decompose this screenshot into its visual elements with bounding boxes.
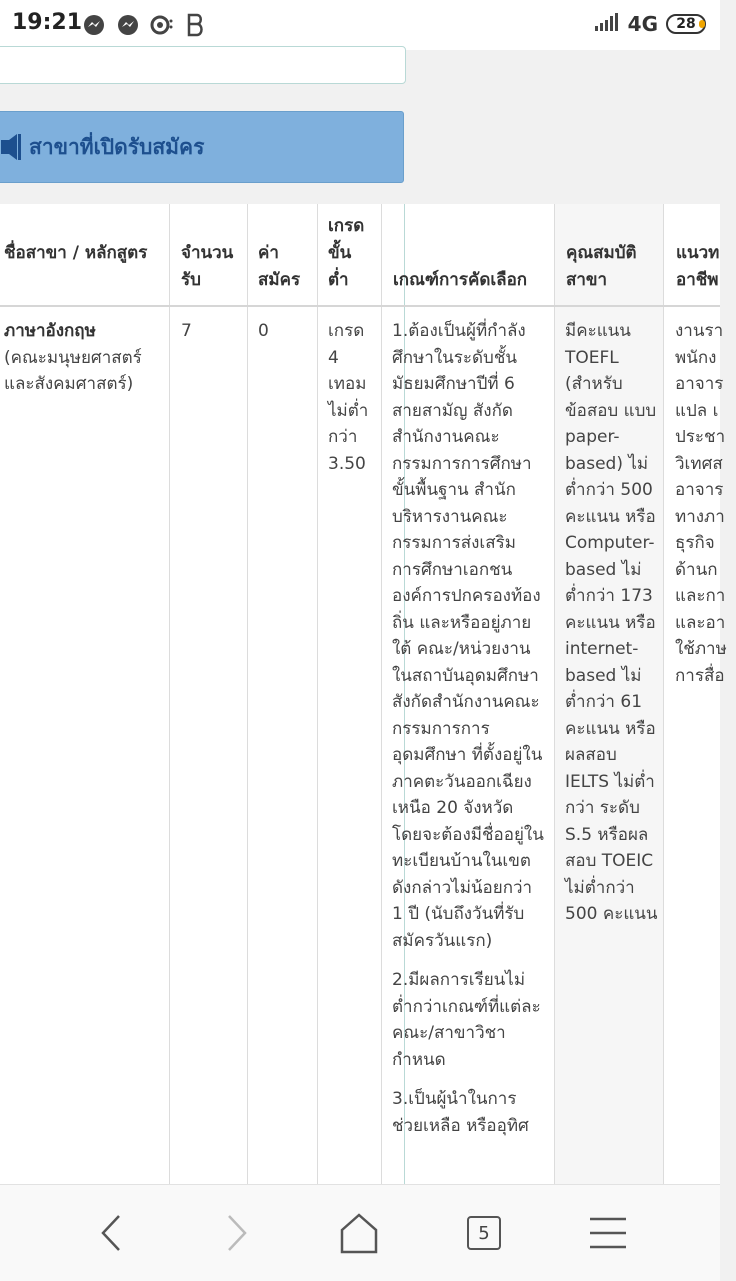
cell-criteria: [392, 318, 544, 1152]
criteria-item: 3.เป็นผู้นำในการช่วยเหลือ หรืออุทิศ: [392, 1089, 529, 1136]
section-header: [0, 111, 404, 183]
cell-fee: 0: [258, 321, 269, 341]
hamburger-menu-icon: [588, 1216, 628, 1250]
chevron-left-icon: [97, 1213, 127, 1253]
menu-button[interactable]: [578, 1207, 638, 1259]
network-type: 4G: [627, 12, 658, 36]
browser-nav-bar: [0, 1184, 720, 1281]
b-app-icon: [184, 13, 208, 37]
messenger-icon: [82, 13, 106, 37]
home-button[interactable]: [329, 1207, 389, 1259]
cell-career: งานรา พนักง อาจาร แปล เ ประชา วิเทศส อาจาร ทางภา ธุรกิจ ด้านก และกา และอา ใช้ภาษ การสื่อ: [675, 321, 727, 686]
battery-icon: [666, 14, 706, 34]
sync-icon: [150, 13, 174, 37]
web-page[interactable]: [0, 50, 727, 1184]
speaker-icon: [1, 134, 21, 160]
faculty-name: (คณะมนุษยศาสตร์และสังคมศาสตร์): [4, 347, 142, 394]
col-header-program: ชื่อสาขา / หลักสูตร: [4, 243, 148, 263]
cell-quota: 7: [181, 321, 192, 341]
status-time: 19:21: [12, 10, 83, 35]
tabs-button[interactable]: [454, 1207, 514, 1259]
col-header-min-grade: เกรด ขั้น ต่ำ: [328, 216, 365, 290]
program-name: ภาษาอังกฤษ: [4, 321, 96, 341]
status-bar: [0, 0, 720, 50]
col-header-criteria: เกณฑ์การคัดเลือก: [393, 270, 528, 290]
section-title: สาขาที่เปิดรับสมัคร: [29, 134, 205, 159]
notification-icons: [82, 13, 208, 37]
col-header-fee: ค่า สมัคร: [258, 243, 301, 290]
chevron-right-icon: [221, 1213, 251, 1253]
cell-min-grade: เกรด 4 เทอม ไม่ต่ำ กว่า 3.50: [328, 321, 369, 474]
messenger-icon: [116, 13, 140, 37]
programs-table: [0, 204, 727, 1184]
back-button[interactable]: [82, 1207, 142, 1259]
forward-button[interactable]: [206, 1207, 266, 1259]
previous-panel: [0, 46, 406, 84]
criteria-item: 1.ต้องเป็นผู้ที่กำลังศึกษาในระดับชั้นมัธยมศึกษาปีที่ 6 สายสามัญ สังกัดสำนักงานคณะกรรมการการศึกษาขั้นพื้นฐาน สำนักบริหารงานคณะกรรมการส่งเสริมการศึกษาเอกชน องค์การปกครองท้องถิ่น และหรืออยู่ภายใต้ คณะ/หน่วยงาน ในสถาบันอุดมศึกษาสังกัดสำนักงานคณะกรรมการการอุดมศึกษา ที่ตั้งอยู่ในภาคตะวันออกเฉียงเหนือ 20 จังหวัด โดยจะต้องมีชื่ออยู่ในทะเบียนบ้านในเขตดังกล่าวไม่น้อยกว่า 1 ปี (นับถึงวันที่รับสมัครวันแรก): [392, 321, 544, 951]
cell-program: [4, 318, 164, 398]
col-header-quota: จำนวน รับ: [181, 243, 234, 290]
col-header-career: แนวท อาชีพ: [676, 243, 720, 290]
battery-level: 28: [676, 16, 696, 32]
col-header-qualification: คุณสมบัติ สาขา: [566, 243, 637, 290]
tab-count: 5: [467, 1216, 501, 1250]
criteria-item: 2.มีผลการเรียนไม่ต่ำกว่าเกณฑ์ที่แต่ละคณะ/สาขาวิชากำหนด: [392, 970, 541, 1070]
status-right: [594, 12, 706, 36]
signal-icon: [594, 12, 620, 36]
home-icon: [339, 1212, 379, 1254]
cell-qualification: มีคะแนน TOEFL (สำหรับข้อสอบ แบบ paper-based) ไม่ต่ำกว่า 500 คะแนน หรือ Computer-based ไม่ต่ำกว่า 173 คะแนน หรือ internet-based ไม่ต่ำกว่า 61 คะแนน หรือผลสอบ IELTS ไม่ต่ำกว่า ระดับ S.5 หรือผลสอบ TOEIC ไม่ต่ำกว่า 500 คะแนน: [565, 321, 658, 924]
